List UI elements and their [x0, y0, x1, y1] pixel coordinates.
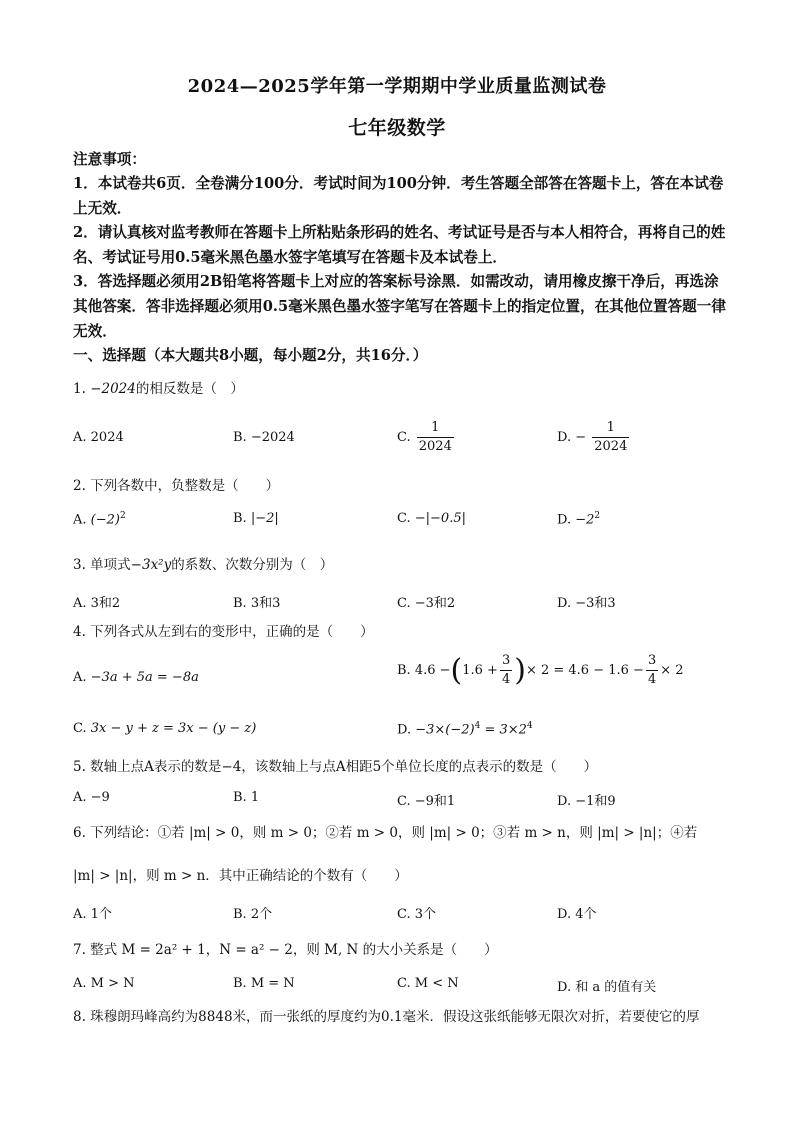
q6-option-a: A. 1个: [73, 907, 112, 922]
fraction-numerator: 1: [417, 419, 454, 438]
fraction-denominator: 4: [501, 672, 511, 687]
q2-option-b: [233, 511, 279, 526]
q2-option-b-expr: |−2|: [250, 511, 279, 526]
exam-title: 2024—2025学年第一学期期中学业质量监测试卷: [187, 76, 607, 97]
fraction-numerator: 1: [592, 419, 629, 438]
q1-option-c: [397, 419, 456, 456]
note-3: 3．答选择题必须用2B铅笔将答题卡上对应的答案标号涂黑．如需改动，请用橡皮擦干净后，再选涂其他答案．答非选择题必须用0.5毫米黑色墨水签字笔写在答题卡上的指定位置，在其他位置答题一律无效．: [73, 273, 726, 340]
q2-option-d: [557, 511, 600, 527]
q4-option-d-expr1: −3×(−2): [415, 722, 475, 738]
q1-option-c-label: C.: [397, 430, 411, 445]
q5-option-c: C. −9和1: [397, 794, 456, 809]
q1-option-d-label: D. −: [557, 430, 587, 445]
q4-option-b-inner: 1.6 +: [462, 663, 498, 678]
q4-option-a-label: A.: [73, 670, 87, 685]
q5-option-b: B. 1: [233, 790, 260, 805]
q4-option-d-label: D.: [397, 722, 412, 738]
q3-expression: −3x²y: [130, 557, 172, 573]
q4-option-d-exp1: 4: [474, 721, 481, 731]
q6-option-c: C. 3个: [397, 907, 437, 922]
q3-prefix: 3. 单项式: [73, 557, 131, 573]
q1-number: 1.: [73, 381, 86, 397]
q7-option-b: B. M = N: [233, 976, 295, 991]
q2-option-a: [73, 511, 126, 527]
q4-option-c-expr: 3x − y + z = 3x − (y − z): [90, 721, 257, 736]
q7-option-d: D. 和 a 的值有关: [557, 980, 657, 995]
q3-option-c: C. −3和2: [397, 596, 456, 611]
q4-option-a: [73, 670, 199, 685]
q2-option-b-label: B.: [233, 511, 247, 526]
q4-option-b: [397, 652, 684, 689]
q3-option-d: D. −3和3: [557, 596, 616, 611]
q2-option-c-label: C.: [397, 511, 411, 526]
section-1-heading: 一、选择题（本大题共8小题，每小题2分，共16分．）: [73, 347, 428, 364]
q4-option-b-left: 4.6 −: [414, 663, 451, 678]
q4-option-b-fraction: [500, 652, 512, 689]
exam-subtitle: 七年级数学: [348, 117, 446, 139]
q4-option-b-label: B.: [397, 663, 411, 678]
q2-option-d-expr: −2: [575, 512, 595, 528]
q1-expression: −2024: [90, 381, 136, 397]
question-6-line-1: 6. 下列结论：①若 |m| > 0，则 m > 0；②若 m > 0，则 |m| > 0；③若 m > n，则 |m| > |n|；④若: [73, 825, 698, 841]
q1-option-b: B. −2024: [233, 430, 295, 445]
q4-option-c: [73, 721, 256, 736]
q5-option-a: A. −9: [73, 790, 110, 805]
note-2: 2．请认真核对监考教师在答题卡上所粘贴条形码的姓名、考试证号是否与本人相符合，再将自己的姓名、考试证号用0.5毫米黑色墨水签字笔填写在答题卡及本试卷上．: [73, 224, 726, 266]
q2-option-c-expr: −|−0.5|: [414, 511, 466, 526]
q2-option-a-expr: (−2): [90, 512, 120, 528]
q4-option-d: [397, 721, 533, 737]
fraction-numerator: 3: [646, 652, 658, 671]
q3-option-a: A. 3和2: [73, 596, 121, 611]
q2-option-a-exp: 2: [119, 511, 126, 521]
question-8: 8. 珠穆朗玛峰高约为8848米，而一张纸的厚度约为0.1毫米．假设这张纸能够无限次对折，若要使它的厚: [73, 1009, 700, 1025]
fraction-numerator: 3: [500, 652, 512, 671]
question-4: 4. 下列各式从左到右的变形中，正确的是（ ）: [73, 624, 374, 640]
q1-option-d-fraction: [592, 419, 629, 456]
q4-option-d-exp2: 4: [526, 721, 533, 731]
q1-option-a: A. 2024: [73, 430, 124, 445]
q4-option-a-expr: −3a + 5a = −8a: [90, 670, 199, 685]
q4-option-b-mid: × 2 = 4.6 − 1.6 −: [525, 663, 644, 678]
question-5: 5. 数轴上点A表示的数是−4，该数轴上与点A相距5个单位长度的点表示的数是（ ）: [73, 759, 598, 775]
q1-option-c-fraction: [417, 419, 454, 456]
q2-option-a-label: A.: [73, 512, 87, 528]
q2-option-d-exp: 2: [594, 511, 601, 521]
q3-option-b: B. 3和3: [233, 596, 281, 611]
q3-stem: 的系数、次数分别为（ ）: [171, 557, 334, 573]
q1-stem: 的相反数是（ ）: [135, 381, 244, 397]
q5-option-d: D. −1和9: [557, 794, 616, 809]
fraction-denominator: 4: [647, 672, 657, 687]
q7-option-a: A. M > N: [73, 976, 135, 991]
q2-option-c: [397, 511, 466, 526]
q4-option-d-expr2: = 3×2: [480, 722, 527, 738]
left-paren: (: [450, 653, 463, 688]
question-1: [73, 379, 733, 399]
right-paren: ): [514, 653, 526, 688]
fraction-denominator: 2024: [418, 439, 452, 454]
fraction-denominator: 2024: [594, 439, 628, 454]
q7-option-c: C. M < N: [397, 976, 459, 991]
note-1: 1．本试卷共6页．全卷满分100分．考试时间为100分钟．考生答题全部答在答题卡上，答在本试卷上无效．: [73, 175, 724, 217]
question-7: 7. 整式 M = 2a² + 1，N = a² − 2，则 M, N 的大小关系是（ ）: [73, 942, 498, 958]
q4-option-c-label: C.: [73, 721, 87, 736]
question-2: 2. 下列各数中，负整数是（ ）: [73, 478, 280, 494]
q1-option-d: [557, 419, 631, 456]
question-3: [73, 555, 733, 575]
q4-option-b-right: × 2: [660, 663, 684, 678]
q6-option-d: D. 4个: [557, 907, 597, 922]
question-6-line-2: |m| > |n|，则 m > n．其中正确结论的个数有（ ）: [73, 868, 408, 884]
q4-option-b-fraction-2: [646, 652, 658, 689]
q6-option-b: B. 2个: [233, 907, 273, 922]
q2-option-d-label: D.: [557, 512, 572, 528]
notes-heading: 注意事项：: [73, 151, 146, 168]
